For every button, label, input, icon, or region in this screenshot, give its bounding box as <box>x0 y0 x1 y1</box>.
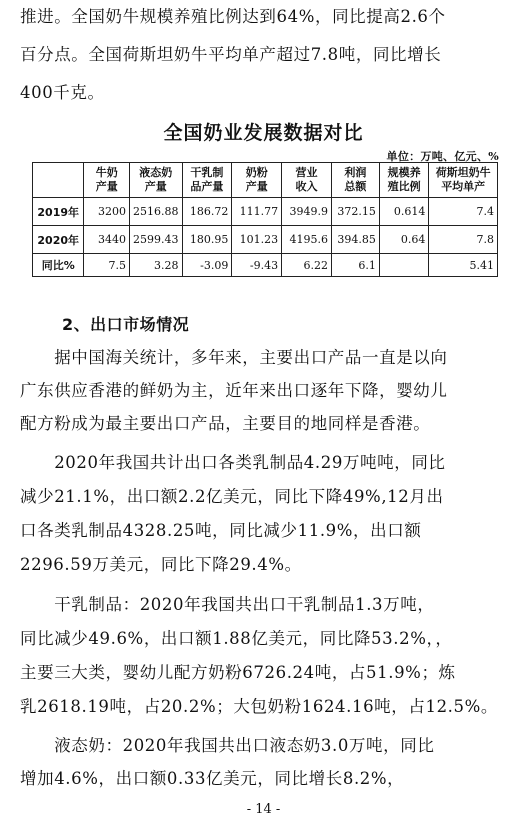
column-header: 干乳制 品产量 <box>182 163 232 198</box>
table-cell: 6.22 <box>282 254 332 277</box>
table-cell: 101.23 <box>232 226 282 254</box>
table-cell: 2516.88 <box>130 198 183 226</box>
table-cell: 7.5 <box>84 254 130 277</box>
paragraph-line: 干乳制品：2020年我国共出口干乳制品1.3万吨， <box>20 595 435 614</box>
table-cell: 0.64 <box>379 226 429 254</box>
dairy-data-table <box>32 162 498 277</box>
table-cell: 3.28 <box>130 254 183 277</box>
table-row <box>33 226 498 254</box>
paragraph-line: 口各类乳制品4328.25吨，同比减少11.9%，出口额 <box>20 521 422 540</box>
column-header: 营业 收入 <box>282 163 332 198</box>
paragraph-line: 增加4.6%，出口额0.33亿美元，同比增长8.2%， <box>20 769 405 788</box>
row-label: 2019年 <box>33 198 84 226</box>
table-header-row <box>33 163 498 198</box>
table-cell: 4195.6 <box>282 226 332 254</box>
paragraph-line: 据中国海关统计，多年来，主要出口产品一直是以向 <box>20 348 448 367</box>
paragraph-line: 百分点。全国荷斯坦奶牛平均单产超过7.8吨，同比增长 <box>20 45 442 64</box>
column-header: 荷斯坦奶牛 平均单产 <box>429 163 498 198</box>
table-cell: 3200 <box>84 198 130 226</box>
table-corner-cell <box>33 163 84 198</box>
paragraph-line: 400千克。 <box>20 83 105 102</box>
column-header: 规模养 殖比例 <box>379 163 429 198</box>
paragraph-line: 配方粉成为最主要出口产品，主要目的地同样是香港。 <box>20 414 431 433</box>
table-cell: 186.72 <box>182 198 232 226</box>
table-unit-note: 单位：万吨、亿元、% <box>386 150 499 163</box>
table-cell: 5.41 <box>429 254 498 277</box>
paragraph-line: 2020年我国共计出口各类乳制品4.29万吨吨，同比 <box>20 453 446 472</box>
table-cell <box>379 254 429 277</box>
paragraph-line: 2296.59万美元，同比下降29.4%。 <box>20 555 302 574</box>
paragraph-line: 广东供应香港的鲜奶为主，近年来出口逐年下降，婴幼儿 <box>20 381 448 400</box>
table-cell: -9.43 <box>232 254 282 277</box>
table-title: 全国奶业发展数据对比 <box>163 122 364 144</box>
table-cell: 180.95 <box>182 226 232 254</box>
column-header: 利润 总额 <box>331 163 379 198</box>
table-row <box>33 198 498 226</box>
table-cell: 7.4 <box>429 198 498 226</box>
column-header: 奶粉 产量 <box>232 163 282 198</box>
table-cell: 3949.9 <box>282 198 332 226</box>
page-number: - 14 - <box>246 802 281 817</box>
table-cell: 6.1 <box>331 254 379 277</box>
column-header: 液态奶 产量 <box>130 163 183 198</box>
paragraph-line: 同比减少49.6%，出口额1.88亿美元，同比降53.2%，， <box>20 629 453 648</box>
paragraph-line: 主要三大类，婴幼儿配方奶粉6726.24吨，占51.9%；炼 <box>20 663 456 682</box>
table-cell: 372.15 <box>331 198 379 226</box>
table-cell: 0.614 <box>379 198 429 226</box>
table-cell: 2599.43 <box>130 226 183 254</box>
table-cell: 3440 <box>84 226 130 254</box>
column-header: 牛奶 产量 <box>84 163 130 198</box>
table-cell: 394.85 <box>331 226 379 254</box>
paragraph-line: 推进。全国奶牛规模养殖比例达到64%，同比提高2.6个 <box>20 7 446 26</box>
paragraph-line: 液态奶：2020年我国共出口液态奶3.0万吨，同比 <box>20 736 435 755</box>
table-row <box>33 254 498 277</box>
table-cell: -3.09 <box>182 254 232 277</box>
section-heading: 2、出口市场情况 <box>62 315 190 334</box>
row-label: 同比% <box>33 254 84 277</box>
table-cell: 111.77 <box>232 198 282 226</box>
table-cell: 7.8 <box>429 226 498 254</box>
paragraph-line: 乳2618.19吨，占20.2%；大包奶粉1624.16吨，占12.5%。 <box>20 697 498 716</box>
row-label: 2020年 <box>33 226 84 254</box>
paragraph-line: 减少21.1%，出口额2.2亿美元，同比下降49%,12月出 <box>20 487 444 506</box>
